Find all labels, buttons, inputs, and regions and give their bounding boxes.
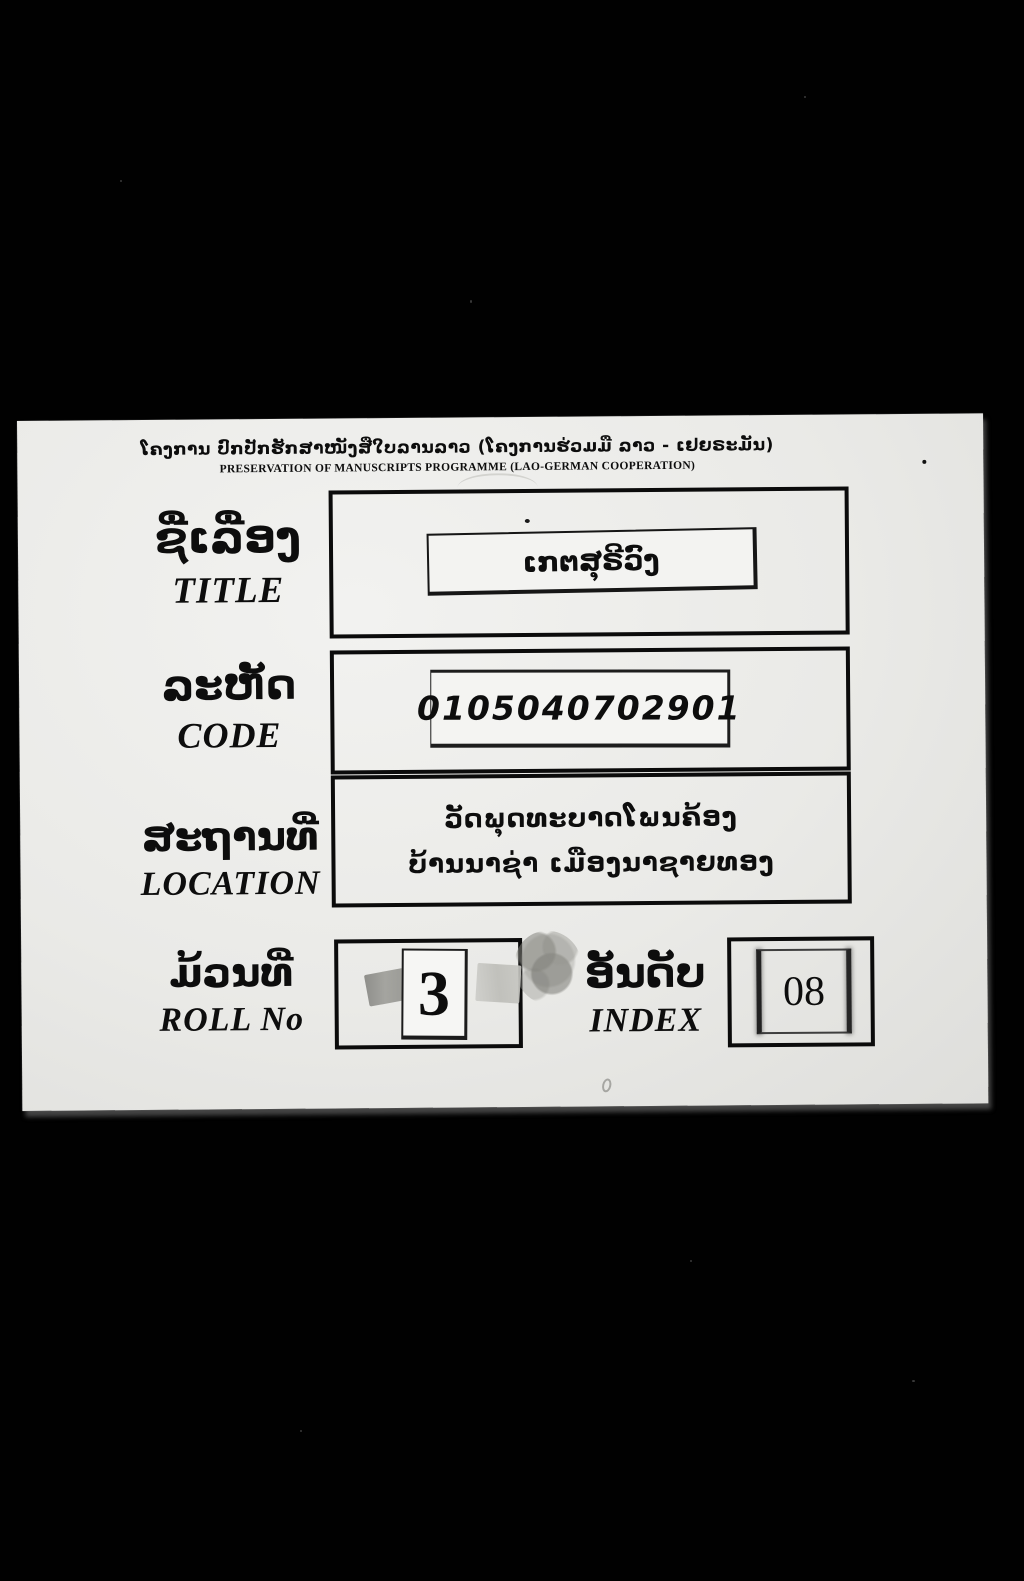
- manuscript-target-card: [17, 413, 988, 1111]
- film-speck: [804, 96, 806, 98]
- location-label-english: LOCATION: [140, 864, 321, 904]
- film-speck: [300, 1430, 302, 1432]
- tape-piece-right: [475, 963, 521, 1004]
- programme-header-english: PRESERVATION OF MANUSCRIPTS PROGRAMME (LAO-GERMAN COOPERATION): [219, 459, 696, 476]
- code-label-english: CODE: [177, 714, 282, 756]
- title-value: ເກຕສຸຣີວົງ: [522, 542, 660, 579]
- ink-stain: [514, 931, 583, 1006]
- index-box: [727, 936, 875, 1047]
- film-speck: [120, 180, 122, 182]
- index-label-english: INDEX: [589, 1001, 703, 1040]
- drip-mark: [601, 1078, 613, 1094]
- title-label-lao: ຊື່ເລື່ອງ: [154, 511, 302, 564]
- roll-label-english: ROLL No: [159, 1000, 305, 1039]
- location-line2: ບ້ານນາຊ່າ ເມືອງນາຊາຍທອງ: [408, 846, 775, 880]
- location-field-box: [331, 771, 852, 907]
- roll-label-lao: ມ້ວນທີ່: [169, 949, 294, 997]
- programme-header-lao: ໂຄງການ ປົກປັກຮັກສາໜັງສືໃບລານລາວ (ໂຄງການຮ່ວມມື ລາວ - ເຢຍຣະມັນ): [140, 435, 774, 461]
- title-value-box: [427, 527, 758, 596]
- code-field-box: [330, 646, 851, 774]
- location-line1: ວັດພຸດທະບາດໂພນຄ້ອງ: [444, 801, 738, 835]
- film-speck: [470, 300, 472, 303]
- ink-dot: [922, 460, 926, 464]
- index-value-box: [756, 948, 852, 1034]
- index-value: 08: [782, 968, 826, 1015]
- film-speck: [912, 1380, 915, 1382]
- film-speck: [690, 1260, 692, 1262]
- index-label-lao: ອັນດັບ: [584, 947, 707, 998]
- code-value: 0105040702901: [417, 688, 742, 728]
- location-label-lao: ສະຖານທີ່: [141, 813, 319, 862]
- location-value: [335, 775, 848, 903]
- roll-number-slip: [401, 949, 468, 1040]
- title-label-english: TITLE: [172, 569, 285, 612]
- code-label-lao: ລະຫັດ: [161, 659, 297, 710]
- pen-dot: [525, 519, 530, 523]
- programme-header: [17, 434, 897, 477]
- code-value-box: [417, 669, 742, 747]
- title-field-box: [329, 486, 850, 638]
- index-label: [574, 946, 717, 1043]
- roll-number-box: [334, 938, 523, 1049]
- roll-number-value: 3: [417, 957, 451, 1029]
